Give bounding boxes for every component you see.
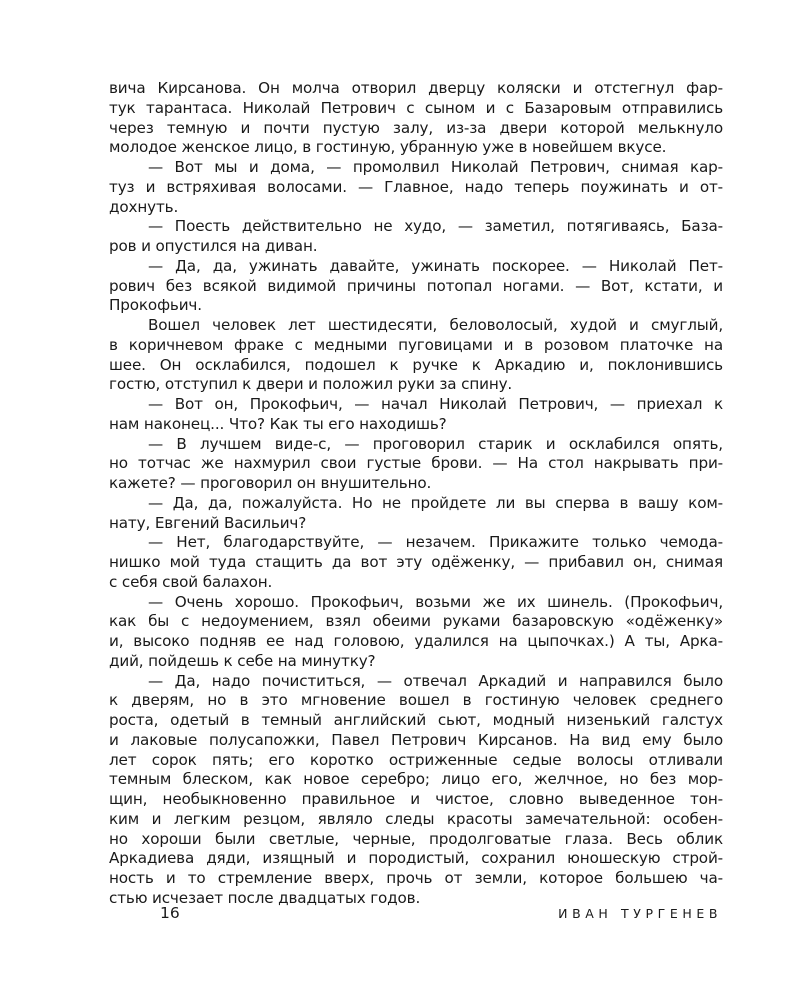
running-title: ИВАН ТУРГЕНЕВ	[558, 906, 722, 921]
text-line: дохнуть.	[109, 197, 179, 216]
text-line: с себя свой балахон.	[109, 572, 273, 591]
text-line: нам наконец... Что? Как ты его находишь?	[109, 414, 447, 433]
text-line: ность и то стремление вверх, прочь от земли, которое большею ча-	[109, 869, 723, 887]
text-line: к дверям, но в это мгновение вошел в гостиную человек среднего	[109, 691, 723, 710]
text-line: молодое женское лицо, в гостиную, убранную уже в новейшем вкусе.	[109, 138, 667, 157]
text-line: шее. Он осклабился, подошел к ручке к Аркадию и, поклонившись	[109, 355, 723, 374]
text-line: — Очень хорошо. Прокофьич, возьми же их шинель. (Прокофьич,	[148, 592, 723, 611]
text-line: лет сорок пять; его коротко остриженные седые волосы отливали	[109, 750, 723, 769]
text-line: но тотчас же нахмурил свои густые брови. — На стол накрывать при-	[109, 454, 723, 473]
text-line: туз и встряхивая волосами. — Главное, надо теперь поужинать и от-	[109, 177, 723, 196]
text-line: — Да, да, пожалуйста. Но не пройдете ли вы сперва в вашу ком-	[148, 493, 723, 512]
text-line: — Да, надо почиститься, — отвечал Аркадий и направился было	[148, 671, 723, 690]
text-line: — Нет, благодарствуйте, — незачем. Прикажите только чемода-	[148, 533, 723, 552]
text-line: через темную и почти пустую залу, из-за двери которой мелькнуло	[109, 118, 723, 137]
text-line: и лаковые полусапожки, Павел Петрович Кирсанов. На вид ему было	[109, 730, 723, 749]
text-line: — В лучшем виде-с, — проговорил старик и осклабился опять,	[148, 434, 723, 453]
text-line: и, высоко подняв ее над головою, удалился на цыпочках.) А ты, Арка-	[109, 632, 723, 650]
text-line: рович без всякой видимой причины потопал ногами. — Вот, кстати, и	[109, 276, 723, 295]
text-line: как бы с недоумением, взял обеими руками базаровскую «одёженку»	[109, 612, 723, 631]
text-line: Вошел человек лет шестидесяти, беловолосый, худой и смуглый,	[148, 316, 723, 334]
page-number: 16	[160, 904, 180, 922]
text-line: но хороши были светлые, черные, продолговатые глаза. Весь облик	[109, 829, 723, 848]
text-line: стью исчезает после двадцатых годов.	[109, 888, 421, 907]
text-line: ким и легким резцом, являло следы красоты замечательной: особен-	[109, 809, 723, 828]
text-line: кажете? — проговорил он внушительно.	[109, 474, 432, 492]
text-line: дий, пойдешь к себе на минутку?	[109, 651, 376, 670]
text-line: Прокофьич.	[109, 296, 202, 315]
text-line: тук тарантаса. Николай Петрович с сыном и с Базаровым отправились	[109, 98, 723, 117]
text-line: в коричневом фраке с медными пуговицами и в розовом платочке на	[109, 335, 723, 354]
text-line: — Да, да, ужинать давайте, ужинать поскорее. — Николай Пет-	[148, 256, 723, 275]
text-line: вича Кирсанова. Он молча отворил дверцу коляски и отстегнул фар-	[109, 79, 723, 97]
text-line: ров и опустился на диван.	[109, 237, 318, 255]
text-line: — Вот мы и дома, — промолвил Николай Петрович, снимая кар-	[148, 158, 723, 176]
text-line: — Поесть действительно не худо, — заметил, потягиваясь, База-	[148, 217, 723, 236]
body-text	[109, 79, 723, 909]
text-line: темным блеском, как новое серебро; лицо его, желчное, но без мор-	[109, 770, 723, 789]
text-line: щин, необыкновенно правильное и чистое, словно выведенное тон-	[109, 790, 723, 808]
text-line: нату, Евгений Васильич?	[109, 513, 307, 532]
text-line: роста, одетый в темный английский сьют, модный низенький галстух	[109, 711, 723, 729]
text-line: гостю, отступил к двери и положил руки за спину.	[109, 375, 513, 394]
text-line: нишко мой туда стащить да вот эту одёженку, — прибавил он, снимая	[109, 553, 723, 571]
text-line: Аркадиева дяди, изящный и породистый, сохранил юношескую строй-	[109, 849, 723, 868]
text-line: — Вот он, Прокофьич, — начал Николай Петрович, — приехал к	[148, 395, 723, 413]
